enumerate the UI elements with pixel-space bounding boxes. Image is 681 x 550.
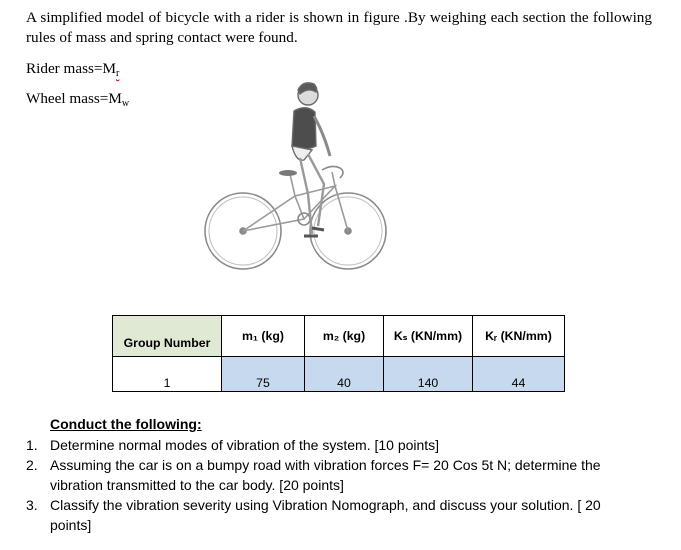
wheel-mass-subscript: w <box>121 98 130 109</box>
cell-ks: 140 <box>384 357 473 392</box>
table-row <box>113 357 565 392</box>
rider-figure <box>292 83 330 236</box>
cell-group-number: 1 <box>113 357 222 392</box>
bicycle-frame <box>243 172 348 231</box>
bicycle-rider-illustration <box>200 74 400 274</box>
header-m1: m₁ (kg) <box>222 316 305 357</box>
task-number: 1. <box>26 437 38 453</box>
intro-paragraph: A simplified model of bicycle with a rider is shown in figure .By weighing each section the following rules of mass and spring contact were found. <box>26 9 652 46</box>
list-item <box>26 455 636 495</box>
data-table <box>112 315 565 392</box>
rider-mass-line <box>26 60 119 78</box>
task-list <box>26 435 636 535</box>
task-number: 2. <box>26 457 38 473</box>
header-group-number: Group Number <box>113 316 222 357</box>
task-text: Assuming the car is on a bumpy road with vibration forces F= 20 Cos 5t N; determine the vibration transmitted to the car body. [20 points] <box>50 457 601 493</box>
list-item <box>26 435 636 455</box>
cell-kt: 44 <box>473 357 565 392</box>
task-text: Classify the vibration severity using Vibration Nomograph, and discuss your solution. [ 20 points] <box>50 497 601 533</box>
header-kt: Kᵣ (KN/mm) <box>473 316 565 357</box>
wheel-mass-line <box>26 90 129 108</box>
header-ks: Kₛ (KN/mm) <box>384 316 473 357</box>
task-number: 3. <box>26 497 38 513</box>
cell-m1: 75 <box>222 357 305 392</box>
task-text: Determine normal modes of vibration of the system. [10 points] <box>50 437 440 453</box>
header-m2: m₂ (kg) <box>305 316 384 357</box>
list-item <box>26 495 636 535</box>
table-header-row <box>113 316 565 357</box>
rider-mass-label: Rider mass=M <box>26 60 116 77</box>
conduct-title: Conduct the following: <box>50 416 202 432</box>
cell-m2: 40 <box>305 357 384 392</box>
rider-mass-subscript: r <box>115 68 120 79</box>
wheel-mass-label: Wheel mass=M <box>26 90 122 107</box>
